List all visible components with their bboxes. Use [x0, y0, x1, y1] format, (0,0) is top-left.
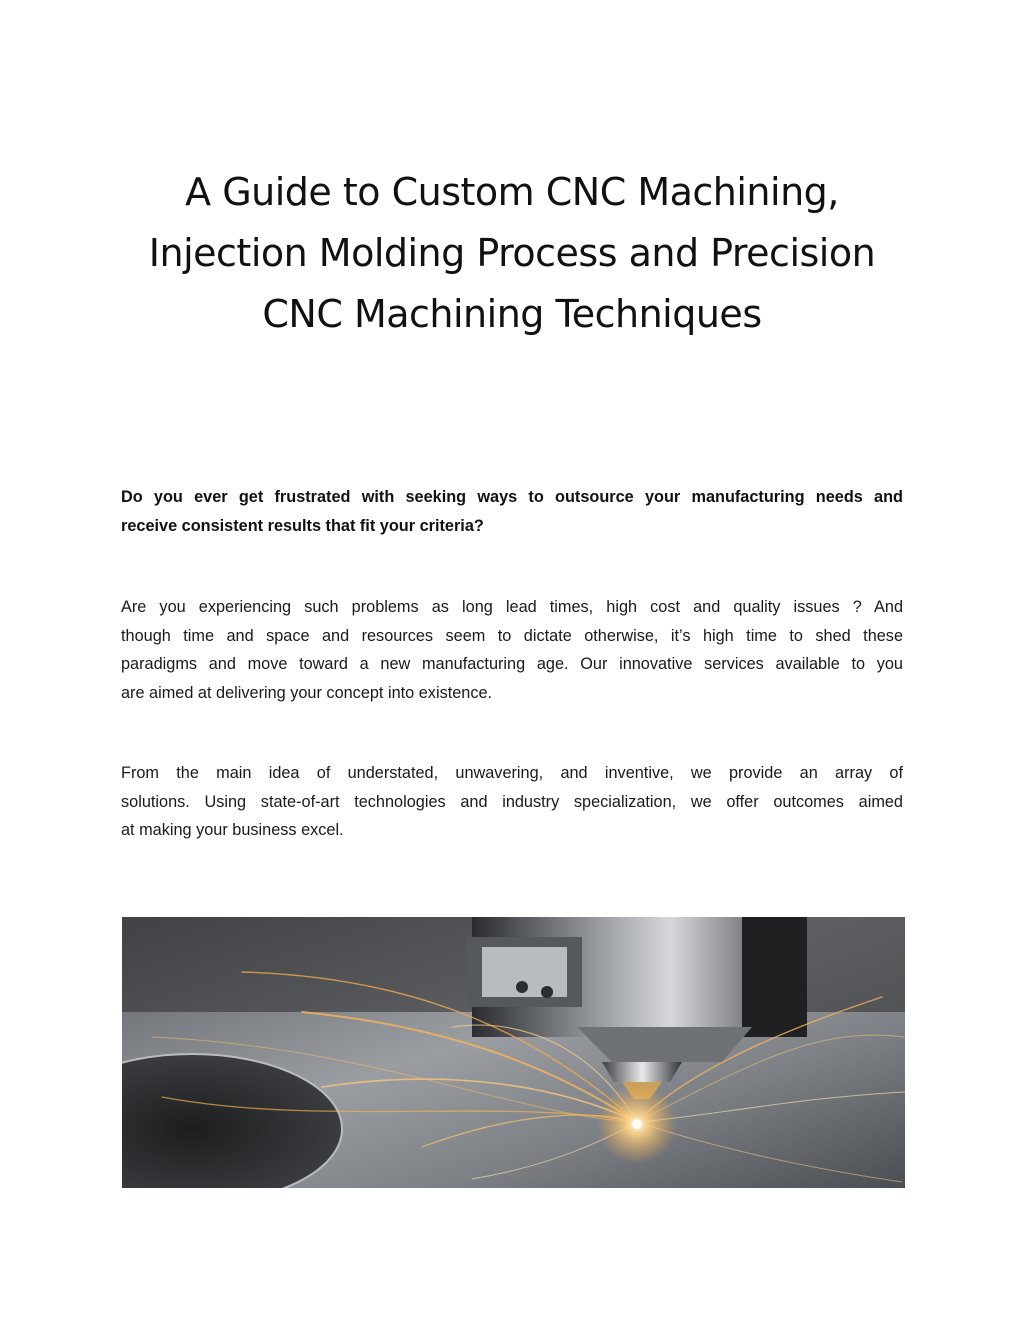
intro-question — [121, 483, 903, 540]
intro-line-2: receive consistent results that fit your criteria? — [121, 516, 484, 535]
p1-line-2: though time and space and resources seem to dictate otherwise, it’s high time to shed these — [121, 626, 903, 645]
p1-line-4: are aimed at delivering your concept into existence. — [121, 683, 493, 702]
title-line-3: CNC Machining Techniques — [262, 292, 762, 336]
intro-line-1: Do you ever get frustrated with seeking ways to outsource your manufacturing needs and — [121, 488, 903, 506]
p2-line-1: From the main idea of understated, unwavering, and inventive, we provide an array of — [121, 764, 903, 782]
p2-line-2: solutions. Using state-of-art technologies and industry specialization, we offer outcomes aimed — [121, 792, 903, 811]
page-title — [120, 162, 904, 345]
p2-line-3: at making your business excel. — [121, 821, 344, 839]
title-line-2: Injection Molding Process and Precision — [148, 231, 876, 275]
p1-line-3: paradigms and move toward a new manufacturing age. Our innovative services available to you — [121, 655, 903, 673]
body-paragraph-1 — [121, 593, 903, 707]
cnc-laser-cutting-photo — [122, 917, 905, 1188]
p1-line-1: Are you experiencing such problems as long lead times, high cost and quality issues ? And — [121, 598, 903, 616]
laser-point — [632, 1119, 642, 1129]
body-paragraph-2 — [121, 759, 903, 845]
title-line-1: A Guide to Custom CNC Machining, — [185, 170, 839, 214]
laser-cutting-illustration — [122, 917, 905, 1188]
